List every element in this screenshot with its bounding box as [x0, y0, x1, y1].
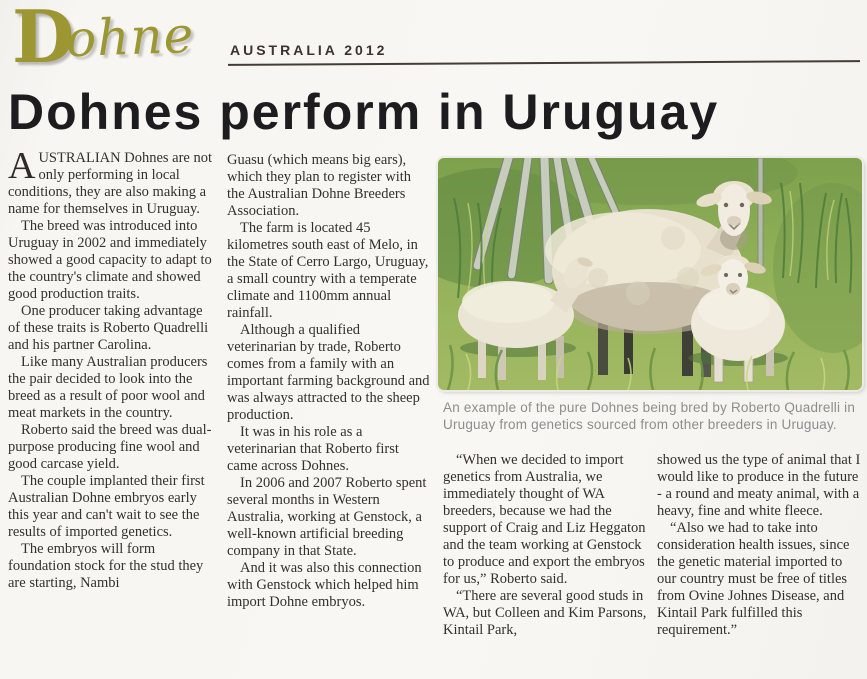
paragraph: “Also we had to take into consideration health issues, since the genetic material imported to our country must be free of titles from Ovine Johnes Disease, and Kintail Park fulfilled this requirement.”	[657, 520, 850, 638]
paragraph: Although a qualified veterinarian by trade, Roberto comes from a family with an important farming background and was always attracted to the sheep production.	[227, 322, 430, 423]
paragraph: The couple implanted their first Australian Dohne embryos early this year and can't wait to see the results of imported genetics.	[8, 473, 205, 540]
paragraph: One producer taking advantage of these traits is Roberto Quadrelli and his partner Carolina.	[8, 303, 209, 353]
dohne-logo	[12, 0, 196, 79]
paragraph: It was in his role as a veterinarian that Roberto first came across Dohnes.	[227, 424, 399, 474]
logo-letter-d: D	[12, 0, 75, 79]
article-column-2	[227, 152, 432, 611]
paragraph: And it was also this connection with Genstock which helped him import Dohne embryos.	[227, 560, 422, 610]
paragraph: Like many Australian producers the pair decided to look into the breed as a result of poor wool and meat markets in the country.	[8, 354, 208, 421]
paragraph: “When we decided to import genetics from Australia, we immediately thought of WA breeders, because we had the support of Craig and Liz Heggaton and the team working at Genstock to produce and export the embryos for us,” Roberto said.	[443, 452, 646, 587]
sheep-photo	[438, 158, 862, 390]
article-headline: Dohnes perform in Uruguay	[8, 84, 720, 140]
drop-cap: A	[8, 145, 36, 187]
paragraph: showed us the type of animal that I would like to produce in the future - a round and meaty animal, with a heavy, fine and white fleece.	[657, 452, 861, 519]
lead-paragraph	[8, 145, 213, 218]
paragraph: “There are several good studs in WA, but Colleen and Kim Parsons, Kintail Park,	[443, 588, 647, 638]
photo-caption: An example of the pure Dohnes being bred by Roberto Quadrelli in Uruguay from genetics sourced from other breeders in Uruguay.	[443, 400, 856, 432]
paragraph: The farm is located 45 kilometres south east of Melo, in the State of Cerro Largo, Uruguay, a small country with a temperate climate and 1100mm annual rainfall.	[227, 220, 429, 321]
article-column-1	[8, 145, 213, 592]
paragraph: In 2006 and 2007 Roberto spent several months in Western Australia, working at Genstock, a well-known artificial breeding company in that State.	[227, 475, 427, 559]
paragraph: Roberto said the breed was dual-purpose producing fine wool and good carcase yield.	[8, 422, 212, 472]
paragraph: Guasu (which means big ears), which they plan to register with the Australian Dohne Breeders Association.	[227, 152, 412, 219]
masthead-rule	[228, 60, 860, 66]
sheep-photo-image	[438, 158, 862, 390]
article-column-4	[657, 452, 863, 639]
paragraph: The embryos will form foundation stock for the stud they are starting, Nambi	[8, 541, 204, 591]
fence-pole	[758, 158, 763, 266]
edition-label: AUSTRALIA 2012	[230, 42, 388, 58]
paragraph: The breed was introduced into Uruguay in 2002 and immediately showed a good capacity to adapt to the country's climate and showed good production traits.	[8, 218, 212, 302]
article-column-3	[443, 452, 650, 639]
logo-script-text: ohne	[65, 5, 196, 69]
lead-text: USTRALIAN Dohnes are not only performing in local conditions, they are also making a name for themselves in Uruguay.	[8, 150, 213, 217]
